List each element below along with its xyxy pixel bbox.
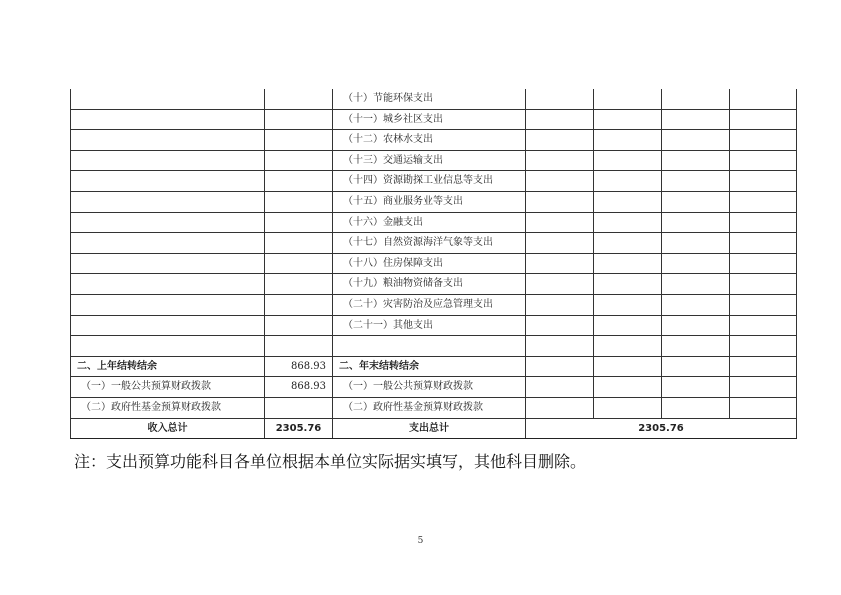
income-general-budget-label: （一）一般公共预算财政拨款 — [71, 377, 265, 398]
expense-total-label: 支出总计 — [333, 418, 526, 439]
expense-item-label: （十二）农林水支出 — [333, 130, 526, 151]
expense-item-label: （十五）商业服务业等支出 — [333, 191, 526, 212]
income-total-label: 收入总计 — [71, 418, 265, 439]
blank-row — [71, 336, 797, 357]
income-carryover-amount: 868.93 — [265, 356, 333, 377]
expense-carryover-label: 二、年末结转结余 — [333, 356, 526, 377]
expense-item-label: （十一）城乡社区支出 — [333, 109, 526, 130]
expense-row — [71, 130, 797, 151]
expense-row — [71, 274, 797, 295]
income-fund-budget-label: （二）政府性基金预算财政拨款 — [71, 397, 265, 418]
expense-row — [71, 89, 797, 109]
expense-row — [71, 191, 797, 212]
income-total-amount: 2305.76 — [265, 418, 333, 439]
expense-row — [71, 233, 797, 254]
general-budget-row — [71, 377, 797, 398]
expense-row — [71, 171, 797, 192]
expense-item-label: （二十）灾害防治及应急管理支出 — [333, 294, 526, 315]
expense-rows — [71, 89, 797, 336]
expense-item-label: （十六）金融支出 — [333, 212, 526, 233]
expense-row — [71, 294, 797, 315]
expense-total-amount: 2305.76 — [526, 418, 797, 439]
expense-item-label: （十四）资源勘探工业信息等支出 — [333, 171, 526, 192]
expense-item-label: （十七）自然资源海洋气象等支出 — [333, 233, 526, 254]
expense-item-label: （十九）粮油物资储备支出 — [333, 274, 526, 295]
expense-row — [71, 315, 797, 336]
total-row — [71, 418, 797, 439]
carryover-row — [71, 356, 797, 377]
page-number: 5 — [417, 536, 424, 546]
expense-general-budget-label: （一）一般公共预算财政拨款 — [333, 377, 526, 398]
expense-row — [71, 150, 797, 171]
income-carryover-label: 二、上年结转结余 — [71, 356, 265, 377]
budget-table — [70, 89, 797, 439]
expense-fund-budget-label: （二）政府性基金预算财政拨款 — [333, 397, 526, 418]
expense-row — [71, 109, 797, 130]
expense-row — [71, 253, 797, 274]
expense-item-label: （十八）住房保障支出 — [333, 253, 526, 274]
expense-row — [71, 212, 797, 233]
fund-budget-row — [71, 397, 797, 418]
footnote: 注：支出预算功能科目各单位根据本单位实际据实填写，其他科目删除。 — [74, 452, 587, 471]
expense-item-label: （二十一）其他支出 — [333, 315, 526, 336]
expense-item-label: （十）节能环保支出 — [333, 89, 526, 109]
expense-item-label: （十三）交通运输支出 — [333, 150, 526, 171]
income-general-budget-amount: 868.93 — [265, 377, 333, 398]
